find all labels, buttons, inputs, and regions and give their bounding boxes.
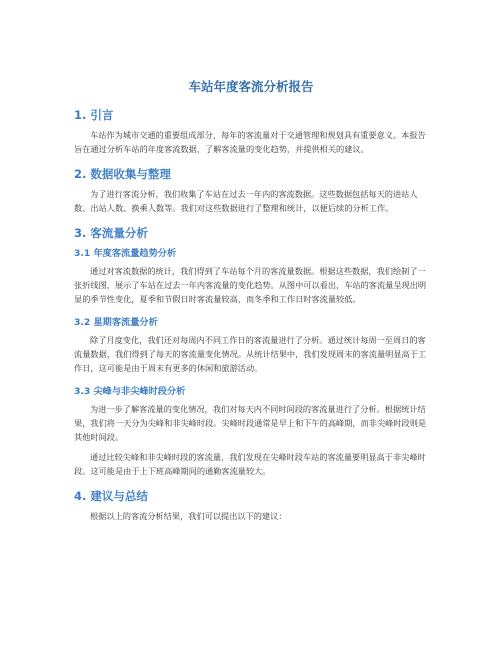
paragraph-intro: 车站作为城市交通的重要组成部分，每年的客流量对于交通管理和规划具有重要意义。本报告旨在通过分析车站的年度客流数据，了解客流量的变化趋势，并提供相关的建议。: [74, 130, 426, 154]
section-heading-data-collection: 2. 数据收集与整理: [74, 167, 171, 181]
paragraph-weekly: 除了月度变化，我们还对每周内不同工作日的客流量进行了分析。通过统计每周一至周日的客流量数据，我们得到了每天的客流量变化情况。从统计结果中，我们发现周末的客流量明显高于工作日，这可能是由于周末有更多的休闲和旅游活动。: [74, 335, 427, 373]
paragraph-peak-2: 通过比较尖峰和非尖峰时段的客流量，我们发现在尖峰时段车站的客流量要明显高于非尖峰时段。这可能是由于上下班高峰期间的通勤客流量较大。: [74, 452, 426, 476]
subsection-heading-annual-trend: 3.1 年度客流量趋势分析: [74, 248, 177, 259]
document-title: 车站年度客流分析报告: [188, 79, 314, 94]
subsection-heading-weekly: 3.2 星期客流量分析: [74, 317, 158, 328]
paragraph-peak-1: 为进一步了解客流量的变化情况，我们对每天内不同时间段的客流量进行了分析。根据统计结果，我们将一天分为尖峰和非尖峰时段。尖峰时段通常是早上和下午的高峰期，而非尖峰时段则是其他时间段。: [74, 404, 427, 442]
paragraph-summary: 根据以上的客流分析结果，我们可以提出以下的建议：: [90, 511, 287, 521]
subsection-heading-peak: 3.3 尖峰与非尖峰时段分析: [74, 386, 186, 397]
paragraph-data-collection: 为了进行客流分析，我们收集了车站在过去一年内的客流数据。这些数据包括每天的进站人数、出站人数、换乘人数等。我们对这些数据进行了整理和统计，以便后续的分析工作。: [74, 189, 418, 213]
paragraph-annual-trend: 通过对客流数据的统计，我们得到了车站每个月的客流量数据。根据这些数据，我们绘制了一张折线图，展示了车站在过去一年内客流量的变化趋势。从图中可以看出，车站的客流量呈现出明显的季节性变化，夏季和节假日时客流量较高，而冬季和工作日时客流量较低。: [74, 266, 427, 304]
section-heading-summary: 4. 建议与总结: [74, 489, 148, 503]
section-heading-intro: 1. 引言: [74, 108, 114, 122]
section-heading-analysis: 3. 客流量分析: [74, 226, 148, 240]
